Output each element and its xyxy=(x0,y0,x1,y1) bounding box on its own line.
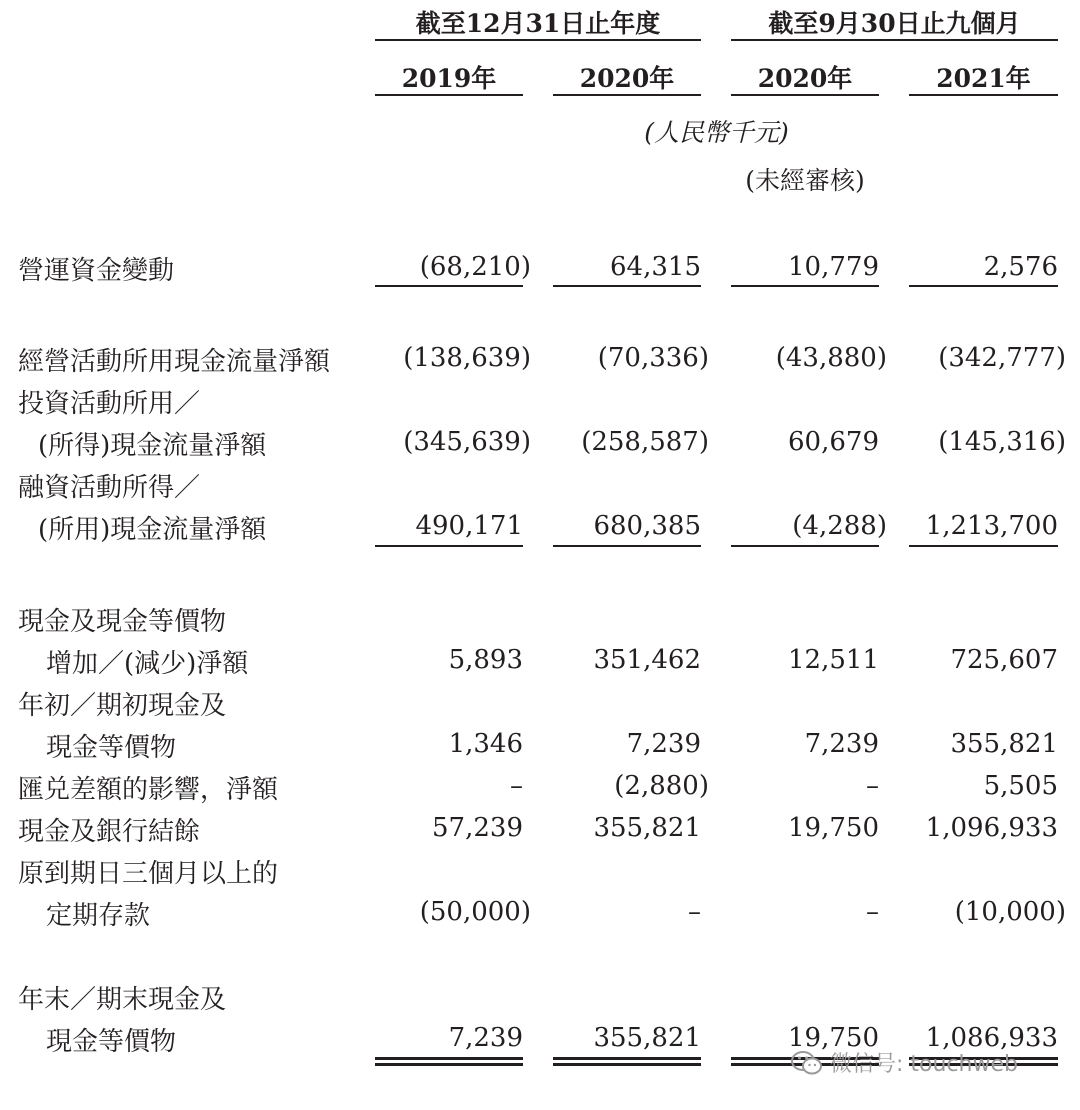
value-working-capital-2019: (68,210) xyxy=(419,252,531,282)
watermark-text: 微信号: touchweb xyxy=(830,1052,1018,1077)
column-header-2019: 2019年 xyxy=(401,64,497,93)
value-financing-2020-9m: (4,288) xyxy=(792,511,887,541)
header-group-nine-months: 截至9月30日止九個月 xyxy=(768,9,1021,38)
column-header-2021: 2021年 xyxy=(936,64,1031,93)
header-rule-years xyxy=(375,39,701,41)
header-rule-nine-months xyxy=(731,39,1058,41)
subtotal-rule xyxy=(553,545,701,547)
column-header-2020-nine-months: 2020年 xyxy=(757,64,853,93)
value-opening-2021-9m: 355,821 xyxy=(950,729,1058,759)
value-bank-2020: 355,821 xyxy=(593,813,701,843)
value-financing-2019: 490,171 xyxy=(415,511,523,541)
wechat-icon xyxy=(790,1049,824,1077)
value-investing-2019: (345,639) xyxy=(403,427,531,457)
subtotal-rule xyxy=(553,285,701,287)
column-rule xyxy=(553,94,701,96)
value-net-change-2020: 351,462 xyxy=(593,645,701,675)
value-operating-2020-9m: (43,880) xyxy=(775,343,887,373)
unit-label: (人民幣千元) xyxy=(644,118,789,147)
row-label-operating: 經營活動所用現金流量淨額 xyxy=(18,347,331,377)
watermark xyxy=(790,1047,1018,1078)
value-investing-2021-9m: (145,316) xyxy=(938,427,1066,457)
row-label-opening: 年初／期初現金及 xyxy=(18,691,227,721)
column-rule xyxy=(731,94,879,96)
subtotal-rule xyxy=(375,285,523,287)
row-label-net-change-cont: 增加／(減少)淨額 xyxy=(46,649,249,679)
value-operating-2021-9m: (342,777) xyxy=(938,343,1066,373)
value-opening-2019: 1,346 xyxy=(448,729,523,759)
value-working-capital-2021-9m: 2,576 xyxy=(983,252,1058,282)
value-working-capital-2020-9m: 10,779 xyxy=(788,252,879,282)
value-net-change-2021-9m: 725,607 xyxy=(950,645,1058,675)
row-label-closing-cont: 現金等價物 xyxy=(46,1027,177,1057)
value-fx-2020-9m: – xyxy=(866,771,879,801)
value-closing-2019: 7,239 xyxy=(448,1023,523,1053)
subtotal-rule xyxy=(909,545,1058,547)
value-opening-2020: 7,239 xyxy=(626,729,701,759)
value-deposits-2020: – xyxy=(688,897,701,927)
row-label-fx: 匯兑差額的影響，淨額 xyxy=(18,775,279,805)
column-rule xyxy=(909,94,1058,96)
total-double-rule xyxy=(553,1057,701,1066)
row-label-working-capital: 營運資金變動 xyxy=(18,256,175,286)
total-double-rule xyxy=(375,1057,523,1066)
row-label-investing: 投資活動所用／ xyxy=(18,389,201,419)
subtotal-rule xyxy=(731,285,879,287)
row-label-deposits: 原到期日三個月以上的 xyxy=(18,859,279,889)
value-bank-2019: 57,239 xyxy=(432,813,523,843)
value-bank-2020-9m: 19,750 xyxy=(788,813,879,843)
subtotal-rule xyxy=(375,545,523,547)
row-label-closing: 年末／期末現金及 xyxy=(18,985,227,1015)
unaudited-label: (未經審核) xyxy=(745,166,865,195)
row-label-deposits-cont: 定期存款 xyxy=(46,901,151,931)
value-fx-2021-9m: 5,505 xyxy=(983,771,1058,801)
row-label-net-change: 現金及現金等價物 xyxy=(18,607,227,637)
value-deposits-2021-9m: (10,000) xyxy=(954,897,1066,927)
row-label-financing-cont: (所用)現金流量淨額 xyxy=(38,515,267,545)
column-rule xyxy=(375,94,523,96)
value-financing-2020: 680,385 xyxy=(593,511,701,541)
value-net-change-2019: 5,893 xyxy=(448,645,523,675)
value-fx-2019: – xyxy=(510,771,523,801)
value-fx-2020: (2,880) xyxy=(614,771,709,801)
value-operating-2019: (138,639) xyxy=(403,343,531,373)
column-header-2020-year: 2020年 xyxy=(579,64,675,93)
value-working-capital-2020: 64,315 xyxy=(610,252,701,282)
value-deposits-2019: (50,000) xyxy=(419,897,531,927)
subtotal-rule xyxy=(731,545,879,547)
row-label-bank: 現金及銀行結餘 xyxy=(18,817,201,847)
value-deposits-2020-9m: – xyxy=(866,897,879,927)
header-group-years: 截至12月31日止年度 xyxy=(415,9,661,38)
value-investing-2020-9m: 60,679 xyxy=(788,427,879,457)
value-bank-2021-9m: 1,096,933 xyxy=(925,813,1058,843)
row-label-investing-cont: (所得)現金流量淨額 xyxy=(38,431,267,461)
value-closing-2020-9m: 19,750 xyxy=(788,1023,879,1053)
value-financing-2021-9m: 1,213,700 xyxy=(925,511,1058,541)
value-closing-2021-9m: 1,086,933 xyxy=(925,1023,1058,1053)
row-label-opening-cont: 現金等價物 xyxy=(46,733,177,763)
value-closing-2020: 355,821 xyxy=(593,1023,701,1053)
value-investing-2020: (258,587) xyxy=(581,427,709,457)
subtotal-rule xyxy=(909,285,1058,287)
value-opening-2020-9m: 7,239 xyxy=(804,729,879,759)
row-label-financing: 融資活動所得／ xyxy=(18,473,201,503)
value-operating-2020: (70,336) xyxy=(597,343,709,373)
value-net-change-2020-9m: 12,511 xyxy=(788,645,879,675)
